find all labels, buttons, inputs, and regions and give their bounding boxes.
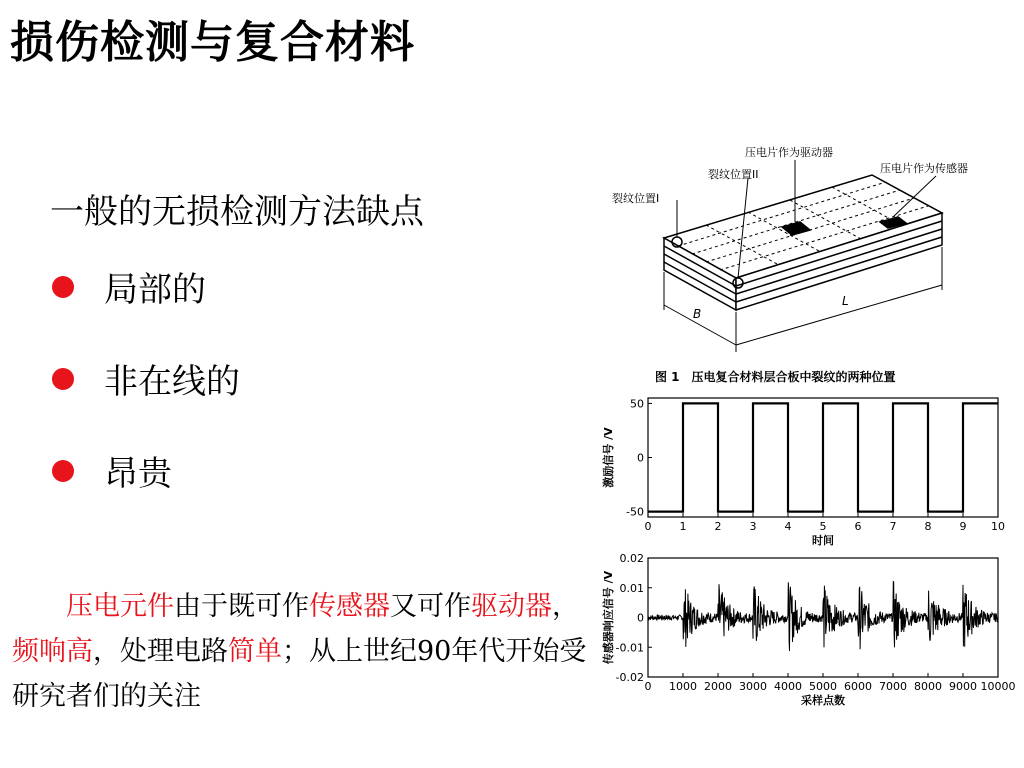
- para-run: 又可作: [390, 591, 471, 622]
- crack2-label: 裂纹位置II: [708, 168, 759, 181]
- subheading: 一般的无损检测方法缺点: [50, 192, 424, 232]
- bullet-text: 局部的: [104, 270, 206, 310]
- x-tick-label: 6: [854, 520, 862, 533]
- slide-title: 损伤检测与复合材料: [10, 17, 415, 68]
- x-tick-label: 7: [889, 520, 897, 533]
- y-tick-label: -0.01: [615, 641, 644, 655]
- x-tick-label: 10: [991, 520, 1005, 533]
- sensor-response-series-line: [648, 581, 998, 651]
- x-tick-label: 5: [819, 520, 827, 533]
- para-run: 频响高: [12, 636, 93, 667]
- para-run: 驱动器: [471, 591, 552, 622]
- y-axis-label: 激励信号 /V: [602, 427, 615, 488]
- excitation-series-line: [648, 403, 998, 511]
- x-tick-label: 9000: [949, 680, 977, 693]
- y-tick-label: 0: [637, 611, 644, 625]
- y-tick-label: 0.02: [619, 552, 644, 565]
- y-tick-label: -0.02: [615, 671, 644, 684]
- dim-l-label: L: [842, 294, 849, 308]
- sensor-response-chart: [601, 552, 1016, 707]
- x-tick-label: 5000: [809, 680, 837, 693]
- bullet-text: 非在线的: [104, 362, 240, 402]
- bullet-text: 昂贵: [104, 454, 172, 494]
- para-run: ，处理电路: [93, 636, 228, 667]
- x-tick-label: 0: [644, 520, 652, 533]
- x-tick-label: 10000: [980, 680, 1016, 693]
- x-tick-label: 8: [924, 520, 932, 533]
- x-tick-label: 1000: [669, 680, 697, 693]
- para-run: ，: [552, 591, 579, 622]
- para-run: ；从上世纪90年代开始受研究者们的关注: [12, 636, 587, 712]
- x-tick-label: 0: [644, 680, 652, 693]
- para-run: 简单: [228, 636, 282, 667]
- x-tick-label: 3000: [739, 680, 767, 693]
- sensor-label: 压电片作为传感器: [880, 162, 968, 175]
- x-axis-label: 采样点数: [801, 694, 845, 707]
- y-tick-label: 50: [630, 397, 644, 411]
- y-tick-label: 0: [637, 451, 644, 465]
- actuator-label: 压电片作为驱动器: [745, 146, 833, 159]
- para-run: 由于既可作: [174, 591, 309, 622]
- x-tick-label: 3: [749, 520, 757, 533]
- y-tick-label: -50: [626, 505, 644, 519]
- x-tick-label: 7000: [879, 680, 907, 693]
- x-tick-label: 4000: [774, 680, 802, 693]
- x-tick-label: 2000: [704, 680, 732, 693]
- dim-b-label: B: [693, 307, 702, 321]
- para-run: 传感器: [309, 591, 390, 622]
- para-run: 压电元件: [66, 591, 174, 622]
- x-tick-label: 4: [784, 520, 792, 533]
- crack1-label: 裂纹位置I: [612, 192, 660, 205]
- x-tick-label: 6000: [844, 680, 872, 693]
- laminate-plate-diagram: [664, 160, 942, 352]
- y-axis-label: 传感器响应信号 /V: [602, 570, 615, 665]
- x-tick-label: 2: [714, 520, 722, 533]
- y-tick-label: 0.01: [619, 581, 644, 595]
- x-axis-label: 时间: [812, 534, 834, 547]
- x-tick-label: 1: [679, 520, 687, 533]
- excitation-signal-chart: [601, 397, 1005, 547]
- figure-caption: 图 1 压电复合材料层合板中裂纹的两种位置: [655, 370, 896, 384]
- x-tick-label: 9: [959, 520, 967, 533]
- x-tick-label: 8000: [914, 680, 942, 693]
